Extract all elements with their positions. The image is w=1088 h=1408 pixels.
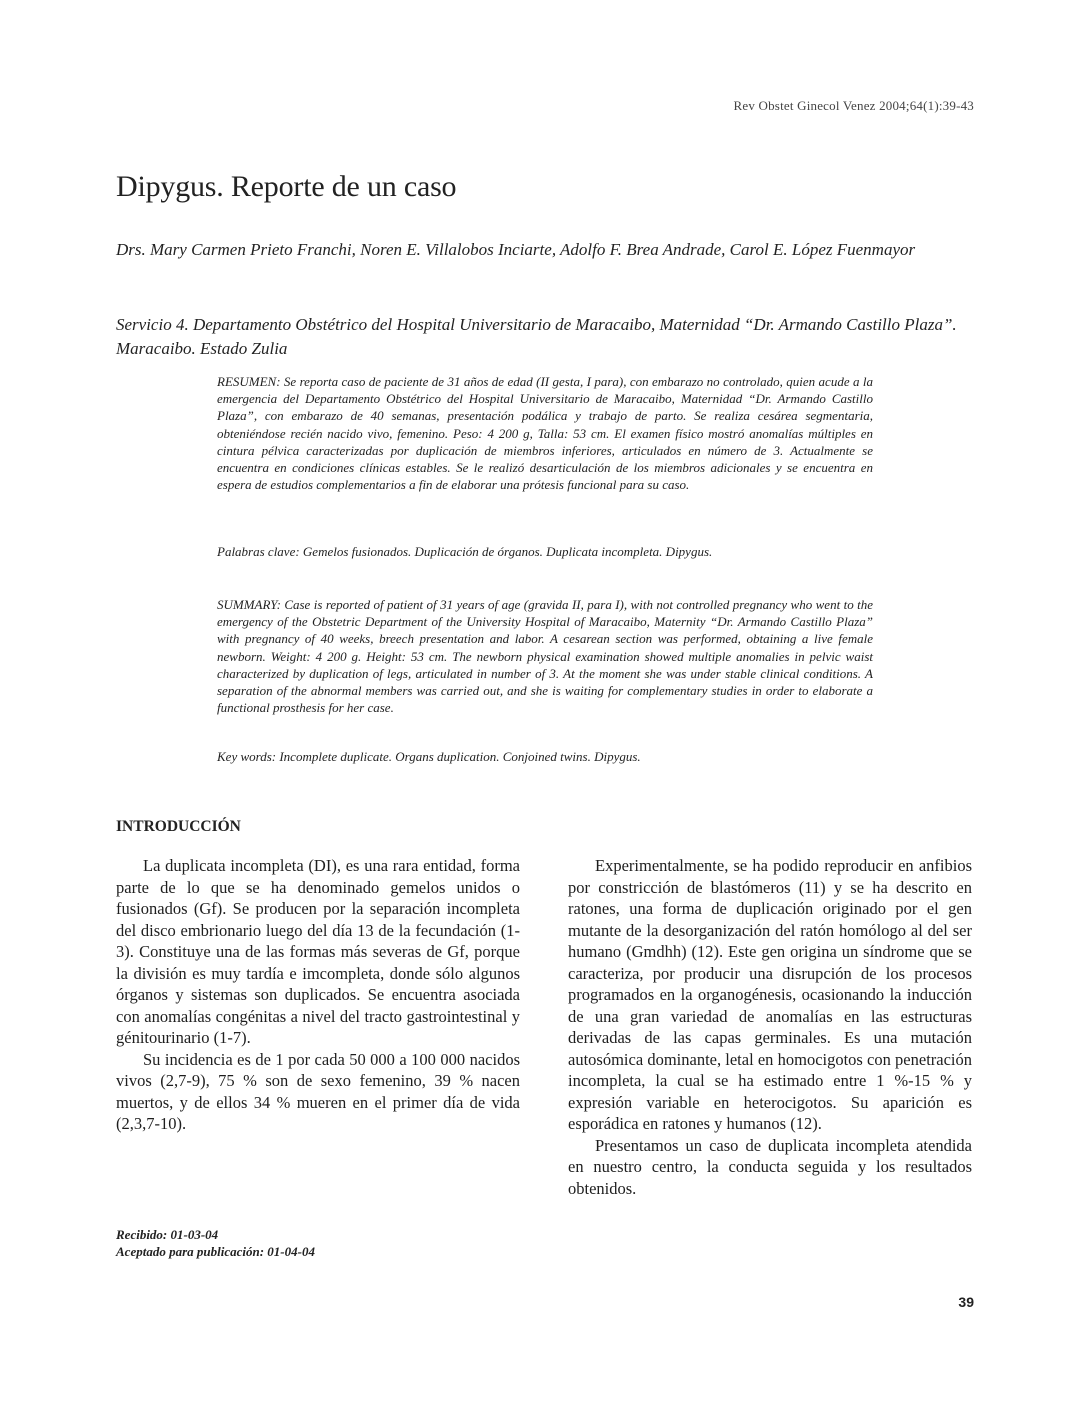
- body-column-left: [116, 855, 520, 1135]
- article-title: Dipygus. Reporte de un caso: [116, 170, 457, 203]
- journal-reference: Rev Obstet Ginecol Venez 2004;64(1):39-43: [733, 98, 974, 113]
- section-heading-introduccion: INTRODUCCIÓN: [116, 818, 241, 835]
- authors: Drs. Mary Carmen Prieto Franchi, Noren E. Villalobos Inciarte, Adolfo F. Brea Andrade, Carol E. López Fuenmayor: [116, 240, 916, 259]
- key-words: Key words: Incomplete duplicate. Organs duplication. Conjoined twins. Dipygus.: [217, 749, 641, 764]
- palabras-clave: Palabras clave: Gemelos fusionados. Duplicación de órganos. Duplicata incompleta. Dipygus.: [217, 544, 713, 559]
- submission-dates: [116, 1226, 315, 1260]
- affiliation: Servicio 4. Departamento Obstétrico del Hospital Universitario de Maracaibo, Maternidad “Dr. Armando Castillo Plaza”. Maracaibo. Estado Zulia: [116, 315, 957, 358]
- body-column-right: [568, 855, 972, 1199]
- paragraph: Presentamos un caso de duplicata incompleta atendida en nuestro centro, la conducta seguida y los resultados obtenidos.: [568, 1135, 972, 1198]
- paragraph: Experimentalmente, se ha podido reproducir en anfibios por constricción de blastómeros (11) y se ha descrito en ratones, una forma de duplicación originado por el gen mutante de la desorganización del ratón homólogo al del ser humano (Gmdhh) (12). Este gen origina un síndrome que se caracteriza, por producir una disrupción de los procesos programados en la organogénesis, ocasionando la inducción de una gran variedad de anomalías en las estructuras derivadas de las capas germinales. Es una mutación autosómica dominante, letal en homocigotos con penetración incompleta, la cual se ha estimado entre 1 %-15 % y expresión variable en heterocigotos. Su aparición es esporádica en ratones y humanos (12).: [568, 856, 972, 1133]
- paragraph: La duplicata incompleta (DI), es una rara entidad, forma parte de lo que se ha denominado gemelos unidos o fusionados (Gf). Se producen por la separación incompleta del disco embrionario luego del día 13 de la fecundación (1-3). Constituye una de las formas más severas de Gf, porque la división es muy tardía e imcompleta, donde sólo algunos órganos y sistemas son duplicados. Se encuentra asociada con anomalías congénitas a nivel del tracto gastrointestinal y génitourinario (1-7).: [116, 856, 520, 1047]
- accepted-date: Aceptado para publicación: 01-04-04: [116, 1244, 315, 1259]
- paragraph: Su incidencia es de 1 por cada 50 000 a 100 000 nacidos vivos (2,7-9), 75 % son de sexo femenino, 39 % nacen muertos, y de ellos 34 % mueren en el primer día de vida (2,3,7-10).: [116, 1049, 520, 1133]
- summary-abstract: SUMMARY: Case is reported of patient of 31 years of age (gravida II, para I), with not controlled pregnancy who went to the emergency of the Obstetric Department of the University Hospital of Maracaibo, Maternity “Dr. Armando Castillo Plaza” with pregnancy of 40 weeks, breech presentation and labor. A cesarean section was performed, obtaining a live female newborn. Weight: 4 200 g. Height: 53 cm. The newborn physical examination showed multiple anomalies in pelvic waist characterized by duplication of legs, articulated in number of 3. At the moment she was under stable clinical conditions. A separation of the abnormal members was carried out, and she is waiting for complementary studies in order to elaborate a functional prosthesis for her case.: [217, 597, 873, 716]
- received-date: Recibido: 01-03-04: [116, 1227, 219, 1242]
- resumen-abstract: RESUMEN: Se reporta caso de paciente de 31 años de edad (II gesta, I para), con embarazo no controlado, quien acude a la emergencia del Departamento Obstétrico del Hospital Universitario de Maracaibo, Maternidad “Dr. Armando Castillo Plaza”, con embarazo de 40 semanas, presentación podálica y trabajo de parto. Se realiza cesárea segmentaria, obteniéndose recién nacido vivo, femenino. Peso: 4 200 g, Talla: 53 cm. El examen físico mostró anomalías múltiples en cintura pélvica caracterizadas por duplicación de miembros inferiores, articulados en número de 3. Actualmente se encuentra en condiciones clínicas estables. Se le realizó desarticulación de los miembros adicionales y se encuentra en espera de estudios complementarios a fin de elaborar una prótesis funcional para su caso.: [217, 374, 873, 493]
- page-number: 39: [958, 1294, 974, 1310]
